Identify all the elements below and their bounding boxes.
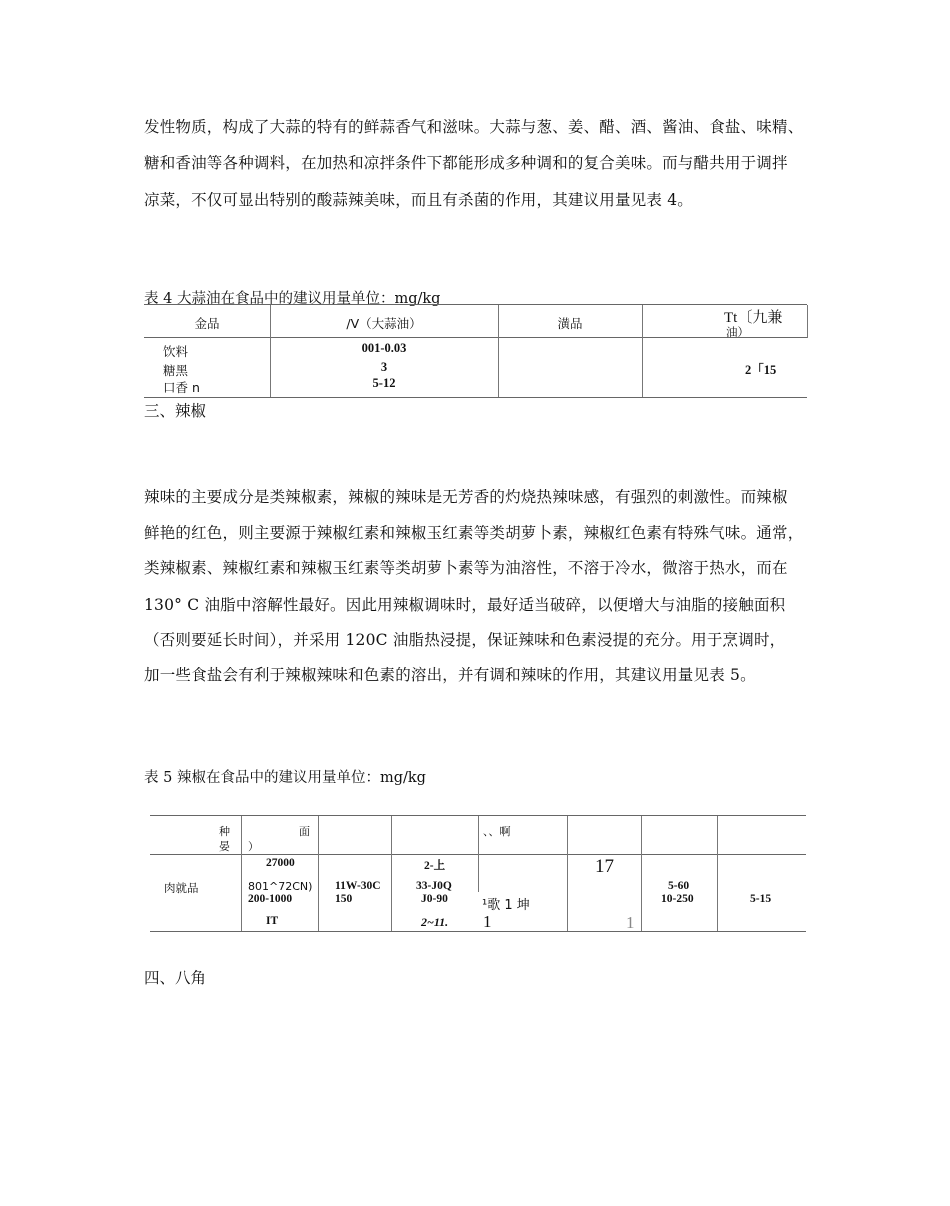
table4-caption: 表 4 大蒜油在食品中的建议用量单位：mg/kg: [144, 291, 441, 307]
table4-col-divider: [807, 305, 808, 338]
table4-col-divider: [642, 305, 643, 397]
table5-row-label: 肉就品: [164, 881, 199, 895]
table5-col-divider: [391, 816, 392, 931]
table5-col-divider: [641, 816, 642, 931]
table5-caption: 表 5 辣椒在食品中的建议用量单位：mg/kg: [144, 770, 426, 786]
table4-bottom-rule: [144, 397, 807, 398]
section-heading-chili: 三、辣椒: [144, 402, 207, 420]
table5-c6-1: 17: [595, 856, 614, 877]
table5-col-divider: [717, 816, 718, 931]
table5-c2-2: 801^72CN): [248, 880, 313, 893]
table5-c2-1: 27000: [266, 857, 295, 869]
section-heading-star-anise: 四、八角: [144, 969, 207, 987]
table4-row-name: 饮料: [163, 344, 189, 359]
intro-line-3: 凉菜，不仅可显出特别的酸蒜辣美味，而且有杀菌的作用，其建议用量见表 4。: [144, 191, 693, 209]
chili-line-1: 辣味的主要成分是类辣椒素，辣椒的辣味是无芳香的灼烧热辣味感，有强烈的刺激性。而辣椒: [144, 488, 788, 506]
table5-header-kind: 种: [219, 825, 230, 838]
chili-line-6: 加一些食盐会有利于辣椒辣味和色素的溶出，并有调和辣味的作用，其建议用量见表 5。: [144, 666, 756, 684]
table5-c7-1: 5-60: [668, 880, 690, 892]
table5-c3-1: 11W-30C: [335, 880, 381, 892]
table5-c3-2: 150: [335, 893, 353, 905]
table5-col-divider: [318, 816, 319, 931]
table5-c4-3: J0-90: [421, 893, 448, 905]
table5-header-col2: 面: [299, 825, 310, 838]
table5-c7-2: 10-250: [661, 893, 694, 905]
table5-header-col2-2: ）: [248, 840, 259, 853]
table4-header-garlic-oil: /V（大蒜油）: [346, 316, 422, 331]
chili-line-2: 鲜艳的红色，则主要源于辣椒红素和辣椒玉红素等类胡萝卜素，辣椒红色素有特殊气味。通常，: [144, 524, 804, 542]
table5-c4-4: 2~11.: [421, 915, 449, 929]
table5-c8: 5-15: [750, 893, 772, 905]
table5-c6-2: 1: [626, 913, 635, 932]
table5-col-divider: [241, 816, 242, 931]
table4-header-4-line2: 油）: [726, 325, 749, 339]
table4-header-3: 潢品: [557, 316, 583, 331]
table4-header-food: 金品: [194, 316, 220, 331]
table5-c5-1: ¹歌 1 坤: [482, 898, 530, 913]
table5-bottom-rule: [150, 931, 806, 932]
chili-line-3: 类辣椒素、辣椒红素和辣椒玉红素等类胡萝卜素等为油溶性，不溶于冷水，微溶于热水，而在: [144, 559, 788, 577]
table4-row-name: 口香 n: [163, 380, 200, 395]
table5-header-col5: 、、啊: [483, 825, 511, 838]
table5-c2-3: 200-1000: [248, 893, 293, 905]
table4-row-name: 糖黑: [163, 363, 189, 378]
table5-col-divider: [567, 816, 568, 931]
intro-line-1: 发性物质，构成了大蒜的特有的鲜蒜香气和滋味。大蒜与葱、姜、醋、酒、酱油、食盐、味精、: [144, 118, 804, 136]
table5-c4-1: 2-上: [424, 860, 446, 872]
table4-header-4: Tt〔九兼: [724, 310, 783, 326]
chili-line-4: 130° C 油脂中溶解性最好。因此用辣椒调味时，最好适当破碎，以便增大与油脂的接触面积: [144, 596, 786, 614]
table5-header-kind-2: 晏: [219, 840, 230, 853]
table5-c4-2: 33-J0Q: [416, 880, 452, 892]
table4-header-rule: [144, 337, 807, 338]
table5-c2-4: IT: [266, 915, 279, 927]
table5-col-divider: [478, 816, 479, 892]
table4-top-rule: [144, 304, 807, 305]
table5-c5-2: 1: [483, 912, 492, 931]
chili-line-5: （否则要延长时间），并采用 120C 油脂热浸提，保证辣味和色素浸提的充分。用于烹调时，: [144, 631, 786, 649]
table4-row-value: 5-12: [372, 376, 396, 390]
table4-row-value: 001-0.03: [361, 341, 407, 355]
table4-row-value: 3: [380, 360, 388, 374]
table4-extra-value: 2「15: [745, 363, 777, 377]
intro-line-2: 糖和香油等各种调料，在加热和凉拌条件下都能形成多种调和的复合美味。而与醋共用于调拌: [144, 154, 788, 172]
